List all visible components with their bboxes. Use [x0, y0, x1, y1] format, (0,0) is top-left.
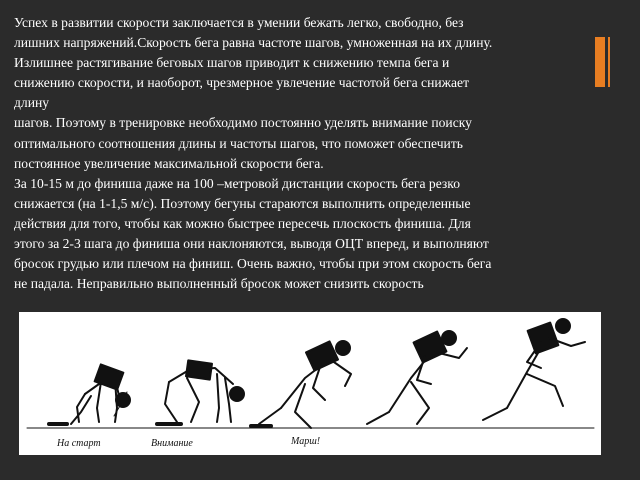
text-line: постоянное увеличение максимальной скорости бега.: [14, 155, 324, 171]
caption-go: Марш!: [291, 436, 321, 447]
text-line: снижению скорости, и наоборот, чрезмерное увлечение частотой бега снижает: [14, 75, 470, 91]
caption-on-your-marks: На старт: [57, 438, 101, 449]
text-line: длину: [14, 95, 50, 111]
runner-first-step: [367, 331, 467, 424]
runner-on-your-marks: [49, 364, 130, 424]
body-text: [14, 13, 594, 294]
text-line: этого за 2-3 шага до финиша они наклоняются, выводя ОЦТ вперед, и выполняют: [14, 236, 489, 252]
accent-line: [608, 37, 610, 87]
sprint-start-drawing: [19, 312, 601, 455]
text-line: Успех в развитии скорости заключается в умении бежать легко, свободно, без: [14, 15, 464, 30]
text-line: Излишнее растягивание беговых шагов приводит к снижению темпа бега и: [14, 55, 450, 71]
text-line: бросок грудью или плечом на финиш. Очень важно, чтобы при этом скорость бега: [14, 256, 492, 272]
text-line: шагов. Поэтому в тренировке необходимо постоянно уделять внимание поиску: [14, 115, 472, 131]
runner-set: [157, 360, 244, 424]
text-line: действия для того, чтобы как можно быстрее пересечь плоскость финиша. Для: [14, 215, 471, 231]
text-line: лишних напряжений.Скорость бега равна частоте шагов, умноженная на их длину.: [14, 35, 493, 51]
text-line: не падала. Неправильно выполненный бросок может снизить скорость: [14, 276, 424, 292]
runner-acceleration: [483, 319, 585, 420]
runner-push-off: [251, 341, 351, 428]
text-line: За 10-15 м до финиша даже на 100 –метровой дистанции скорость бега резко: [14, 175, 460, 191]
caption-set: Внимание: [151, 438, 193, 449]
accent-bar: [595, 37, 605, 87]
text-line: снижается (на 1-1,5 м/с). Поэтому бегуны стараются выполнить определенные: [14, 195, 471, 211]
text-line: оптимального соотношения длины и частоты шагов, что поможет обеспечить: [14, 135, 463, 151]
sprint-start-illustration: [19, 312, 601, 455]
